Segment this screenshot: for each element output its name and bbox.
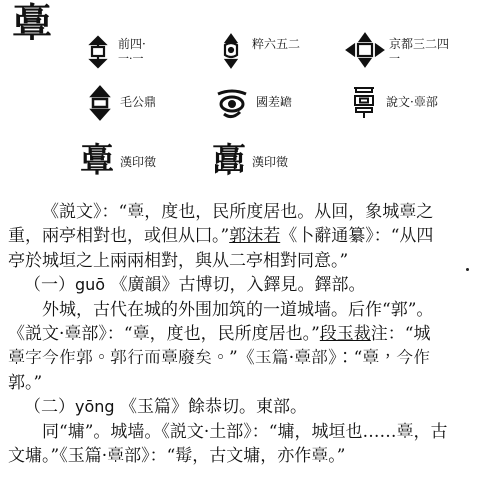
text-span: 注：“城 bbox=[370, 323, 431, 344]
text-line: 外城，古代在城的外围加筑的一道城墙。后作“郭”。 bbox=[42, 299, 434, 320]
person-name: 段玉裁 bbox=[319, 323, 371, 344]
text-span: 《説文·𩫏部》：“𩫏，度也，民所度居也。” bbox=[8, 323, 320, 344]
oracle-glyph-2-icon bbox=[213, 33, 249, 69]
text-span: 重，兩亭相對也，或但从囗。” bbox=[8, 226, 230, 247]
oracle-glyph-3-icon bbox=[345, 32, 385, 68]
han-seal-glyph-1-icon: 𩫏 bbox=[80, 141, 114, 181]
text-line bbox=[8, 395, 474, 419]
person-name: 郭沫若 bbox=[229, 226, 281, 247]
source-sublabel: 一 bbox=[389, 52, 400, 65]
source-label: 漢印徵 bbox=[252, 155, 289, 169]
text-line bbox=[8, 273, 474, 297]
source-label: 漢印徵 bbox=[120, 155, 157, 169]
oracle-glyph-1-icon bbox=[80, 34, 116, 70]
text-line: 𩫏字今作郭。郭行而𩫏廢矣。”《玉篇·𩫏部》：“𩫏，今作 bbox=[8, 348, 431, 369]
bronze-glyph-1-icon bbox=[82, 85, 118, 121]
bronze-glyph-2-icon bbox=[212, 86, 252, 122]
sense-number: （一） bbox=[24, 275, 75, 296]
text-line: 《説文》：“𩫏，度也，民所度居也。从回，象城𩫏之 bbox=[42, 202, 434, 222]
source-label: 粹六五二 bbox=[252, 37, 301, 51]
text-line: 文墉。”《玉篇·𩫏部》：“𩬍，古文墉，亦作𩫏。” bbox=[8, 445, 346, 466]
han-seal-glyph-2-icon: 𩫖 bbox=[212, 141, 246, 181]
entry-head-character: 𩫏 bbox=[12, 0, 52, 47]
text-line: 亭於城垣之上兩兩相對，與从二亭相對同意。” bbox=[8, 250, 349, 271]
source-sublabel: 一·一 bbox=[118, 52, 144, 65]
text-line: 同“墉”。城墙。《説文·土部》：“墉，城垣也……𩫏，古 bbox=[42, 421, 448, 442]
text-line bbox=[8, 322, 474, 346]
text-line bbox=[8, 224, 474, 248]
text-span: 《卜辭通纂》：“从四 bbox=[280, 226, 434, 247]
source-label: 毛公鼎 bbox=[120, 95, 157, 109]
source-label: 國差𦉜 bbox=[256, 95, 293, 109]
text-span: 《玉篇》餘恭切。東部。 bbox=[119, 397, 307, 418]
source-label: 前四· bbox=[118, 37, 146, 51]
sense-number: （二） bbox=[24, 397, 75, 418]
pinyin: yōng bbox=[75, 397, 115, 417]
seal-glyph-icon bbox=[346, 84, 382, 120]
text-line: 郭。” bbox=[8, 372, 43, 393]
source-label: 說文·𩫏部 bbox=[386, 95, 438, 109]
source-label: 京都三二四 bbox=[389, 37, 450, 51]
definition-body bbox=[8, 200, 474, 468]
pinyin: guō bbox=[75, 275, 106, 295]
text-span: 《廣韻》古博切，入鐸見。鐸部。 bbox=[110, 275, 366, 296]
